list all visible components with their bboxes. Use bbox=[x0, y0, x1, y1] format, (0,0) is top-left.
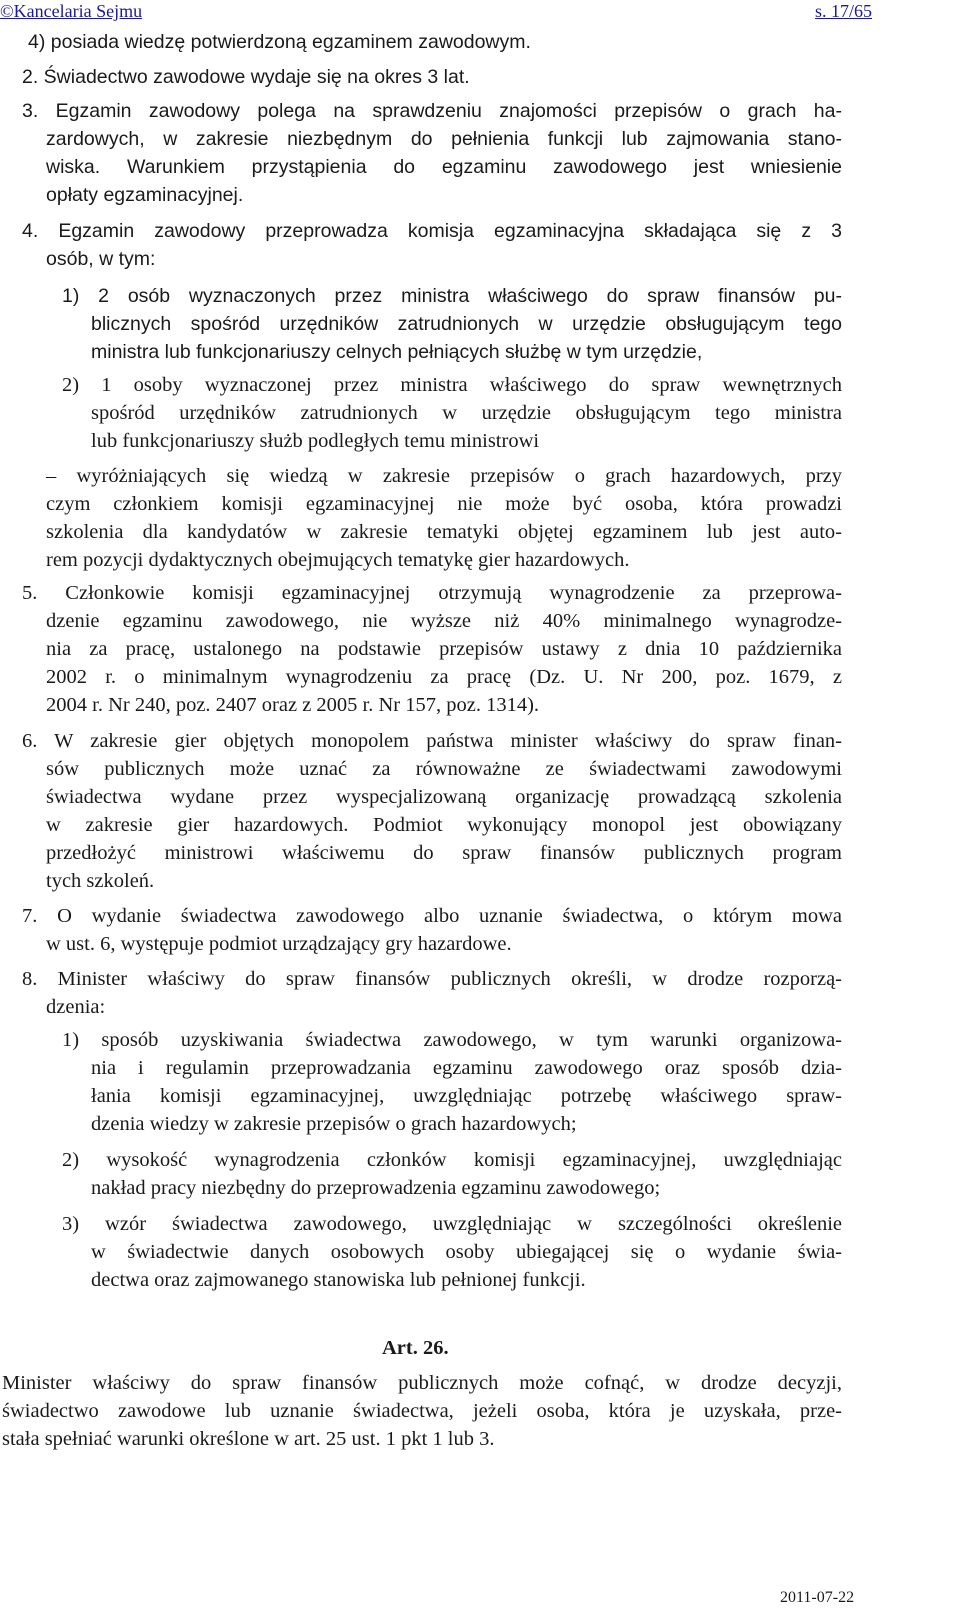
paragraph-4-item-1-line: ministra lub funkcjonariuszy celnych pełniących służbę w tym urzędzie, bbox=[91, 341, 703, 363]
list-item-4: 4) posiada wiedzę potwierdzoną egzaminem zawodowym. bbox=[28, 31, 531, 53]
paragraph-8-item-1-line: nia i regulamin przeprowadzania egzaminu zawodowego oraz sposób dzia- bbox=[91, 1057, 842, 1079]
paragraph-8-item-3-line: dectwa oraz zajmowanego stanowiska lub pełnionej funkcji. bbox=[91, 1269, 586, 1291]
paragraph-3-line: zardowych, w zakresie niezbędnym do pełnienia funkcji lub zajmowania stano- bbox=[46, 128, 842, 150]
copyright-link[interactable]: ©Kancelaria Sejmu bbox=[0, 1, 143, 21]
paragraph-6-line: świadectwa wydane przez wyspecjalizowaną organizację prowadzącą szkolenia bbox=[46, 786, 842, 808]
paragraph-4-item-1-line: 1) 2 osób wyznaczonych przez ministra właściwego do spraw finansów pu- bbox=[62, 285, 842, 307]
paragraph-3-line: wiska. Warunkiem przystąpienia do egzaminu zawodowego jest wniesienie bbox=[46, 156, 842, 178]
paragraph-4-item-2-line: lub funkcjonariuszy służb podległych temu ministrowi bbox=[91, 430, 540, 452]
paragraph-4-tail-line: szkolenia dla kandydatów w zakresie tematyki objętej egzaminem lub jest auto- bbox=[46, 521, 842, 543]
paragraph-6-line: w zakresie gier hazardowych. Podmiot wykonujący monopol jest obowiązany bbox=[46, 814, 842, 836]
paragraph-4-item-1-line: blicznych spośród urzędników zatrudnionych w urzędzie obsługującym tego bbox=[91, 313, 842, 335]
paragraph-8-item-3-line: 3) wzór świadectwa zawodowego, uwzględniając w szczególności określenie bbox=[62, 1213, 842, 1235]
paragraph-7-line: w ust. 6, występuje podmiot urządzający gry hazardowe. bbox=[46, 933, 512, 955]
paragraph-8-item-2-line: 2) wysokość wynagrodzenia członków komisji egzaminacyjnej, uwzględniając bbox=[62, 1149, 842, 1171]
paragraph-5-line: dzenie egzaminu zawodowego, nie wyższe niż 40% minimalnego wynagrodze- bbox=[46, 610, 842, 632]
article-heading: Art. 26. bbox=[382, 1337, 449, 1359]
paragraph-6-line: sów publicznych może uznać za równoważne ze świadectwami zawodowymi bbox=[46, 758, 842, 780]
paragraph-8-item-3-line: w świadectwie danych osobowych osoby ubiegającej się o wydanie świa- bbox=[91, 1241, 842, 1263]
paragraph-8-item-1-line: dzenia wiedzy w zakresie przepisów o grach hazardowych; bbox=[91, 1113, 577, 1135]
paragraph-6-line: tych szkoleń. bbox=[46, 870, 155, 892]
footer-date: 2011-07-22 bbox=[780, 1589, 855, 1606]
paragraph-4-tail-line: – wyróżniających się wiedzą w zakresie przepisów o grach hazardowych, przy bbox=[46, 465, 842, 487]
paragraph-8-item-1-line: łania komisji egzaminacyjnej, uwzględniając potrzebę właściwego spraw- bbox=[91, 1085, 842, 1107]
paragraph-5-line: 2002 r. o minimalnym wynagrodzeniu za pracę (Dz. U. Nr 200, poz. 1679, z bbox=[46, 666, 842, 688]
paragraph-7-line: 7. O wydanie świadectwa zawodowego albo uznanie świadectwa, o którym mowa bbox=[22, 905, 842, 927]
paragraph-4-item-2-line: spośród urzędników zatrudnionych w urzędzie obsługującym tego ministra bbox=[91, 402, 842, 424]
paragraph-4-item-2-line: 2) 1 osoby wyznaczonej przez ministra właściwego do spraw wewnętrznych bbox=[62, 374, 842, 396]
paragraph-4-tail-line: rem pozycji dydaktycznych obejmujących tematykę gier hazardowych. bbox=[46, 549, 630, 571]
paragraph-4-line: 4. Egzamin zawodowy przeprowadza komisja egzaminacyjna składająca się z 3 bbox=[22, 220, 842, 242]
paragraph-8-item-2-line: nakład pracy niezbędny do przeprowadzenia egzaminu zawodowego; bbox=[91, 1177, 661, 1199]
paragraph-3-line: 3. Egzamin zawodowy polega na sprawdzeniu znajomości przepisów o grach ha- bbox=[22, 100, 842, 122]
paragraph-5-line: nia za pracę, ustalonego na podstawie przepisów ustawy z dnia 10 października bbox=[46, 638, 842, 660]
paragraph-4-tail-line: czym członkiem komisji egzaminacyjnej nie może być osoba, która prowadzi bbox=[46, 493, 842, 515]
paragraph-6-line: przedłożyć ministrowi właściwemu do spraw finansów publicznych program bbox=[46, 842, 842, 864]
article-text-line: stała spełniać warunki określone w art. 25 ust. 1 pkt 1 lub 3. bbox=[2, 1428, 495, 1450]
article-text-line: Minister właściwy do spraw finansów publicznych może cofnąć, w drodze decyzji, bbox=[2, 1372, 842, 1394]
paragraph-5-line: 2004 r. Nr 240, poz. 2407 oraz z 2005 r. Nr 157, poz. 1314). bbox=[46, 694, 540, 716]
paragraph-4-line: osób, w tym: bbox=[46, 248, 156, 270]
paragraph-2: 2. Świadectwo zawodowe wydaje się na okres 3 lat. bbox=[22, 66, 470, 88]
paragraph-3-line: opłaty egzaminacyjnej. bbox=[46, 184, 244, 206]
paragraph-5-line: 5. Członkowie komisji egzaminacyjnej otrzymują wynagrodzenie za przeprowa- bbox=[22, 582, 842, 604]
paragraph-8-line: dzenia: bbox=[46, 996, 106, 1018]
paragraph-8-item-1-line: 1) sposób uzyskiwania świadectwa zawodowego, w tym warunki organizowa- bbox=[62, 1029, 842, 1051]
paragraph-6-line: 6. W zakresie gier objętych monopolem państwa minister właściwy do spraw finan- bbox=[22, 730, 842, 752]
paragraph-8-line: 8. Minister właściwy do spraw finansów publicznych określi, w drodze rozporzą- bbox=[22, 968, 842, 990]
page-number: s. 17/65 bbox=[814, 1, 872, 21]
article-text-line: świadectwo zawodowe lub uznanie świadectwa, jeżeli osoba, która je uzyskała, prze- bbox=[2, 1400, 842, 1422]
